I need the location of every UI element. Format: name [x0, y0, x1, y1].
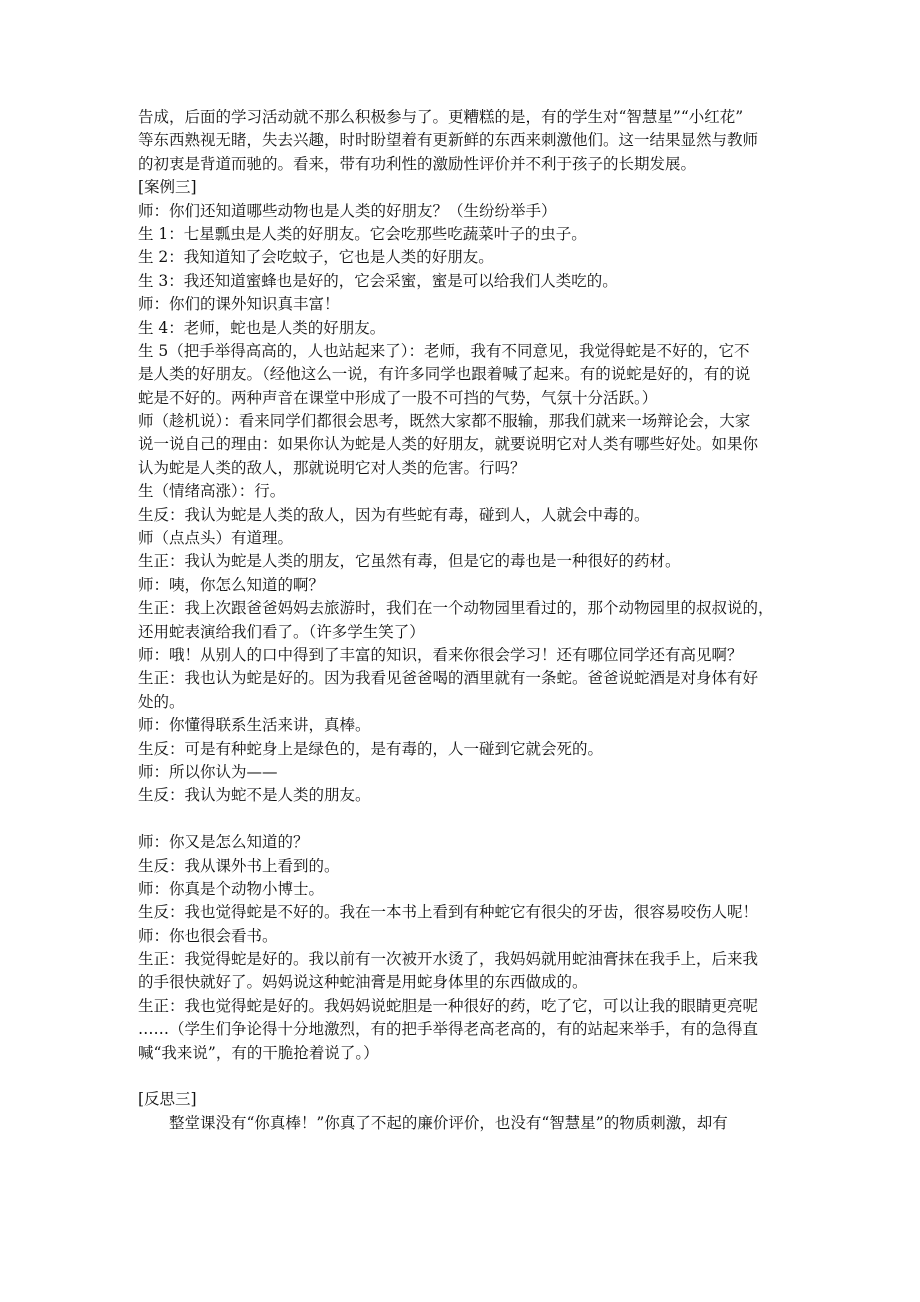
text-line: 处的。: [138, 692, 185, 711]
text-line: 生（情绪高涨）：行。: [138, 482, 286, 501]
text-line: 生 5（把手举得高高的，人也站起来了）：老师，我有不同意见，我觉得蛇是不好的，它不: [138, 341, 750, 360]
text-line: 师：所以你认为——: [138, 762, 278, 781]
text-line: 师：你懂得联系生活来讲，真棒。: [138, 716, 371, 735]
text-line: 生 2：我知道知了会吃蚊子，它也是人类的好朋友。: [138, 248, 494, 267]
text-line: 师：咦，你怎么知道的啊？: [138, 575, 325, 594]
text-line: 说一说自己的理由：如果你认为蛇是人类的好朋友，就要说明它对人类有哪些好处。如果你: [138, 435, 759, 454]
text-line: 师：你们的课外知识真丰富！: [138, 295, 340, 314]
text-line: 生正：我认为蛇是人类的朋友，它虽然有毒，但是它的毒也是一种很好的药材。: [138, 552, 681, 571]
text-line: 生 3：我还知道蜜蜂也是好的，它会采蜜，蜜是可以给我们人类吃的。: [138, 271, 618, 290]
text-line: 生正：我觉得蛇是好的。我以前有一次被开水烫了，我妈妈就用蛇油膏抹在我手上，后来我: [138, 950, 759, 969]
text-line: 师（趁机说）：看来同学们都很会思考，既然大家都不服输，那我们就来一场辩论会，大家: [138, 412, 751, 431]
text-line: 整堂课没有“你真棒！”你真了不起的廉价评价，也没有“智慧星”的物质刺激，却有: [169, 1113, 728, 1132]
text-line: 等东西熟视无睹，失去兴趣，时时盼望着有更新鲜的东西来刺激他们。这一结果显然与教师: [138, 131, 759, 150]
text-line: 是人类的好朋友。（经他这么一说，有许多同学也跟着喊了起来。有的说蛇是好的，有的说: [138, 365, 751, 384]
text-line: 师：你真是个动物小博士。: [138, 879, 325, 898]
text-line: 蛇是不好的。两种声音在课堂中形成了一股不可挡的气势，气氛十分活跃。）: [138, 388, 658, 407]
blank-line: [138, 808, 786, 831]
text-line: 的初衷是背道而驰的。看来，带有功利性的激励性评价并不利于孩子的长期发展。: [138, 154, 697, 173]
text-line: 师：哦！从别人的口中得到了丰富的知识，看来你很会学习！还有哪位同学还有高见啊？: [138, 645, 743, 664]
text-line: 的手很快就好了。妈妈说这种蛇油膏是用蛇身体里的东西做成的。: [138, 973, 588, 992]
blank-line: [138, 1065, 786, 1088]
text-line: 生反：我认为蛇不是人类的朋友。: [138, 786, 371, 805]
text-line: 师（点点头）有道理。: [138, 529, 294, 548]
text-line: 告成，后面的学习活动就不那么积极参与了。更糟糕的是，有的学生对“智慧星”“小红花”: [138, 108, 744, 126]
text-line: 喊“我来说”，有的干脆抢着说了。）: [138, 1043, 379, 1062]
section-heading: [反思三]: [138, 1090, 197, 1109]
text-line: ……（学生们争论得十分地激烈，有的把手举得老高老高的，有的站起来举手，有的急得直: [138, 1020, 759, 1039]
text-line: 生反：我认为蛇是人类的敌人，因为有些蛇有毒，碰到人，人就会中毒的。: [138, 505, 650, 524]
text-line: 生反：我也觉得蛇是不好的。我在一本书上看到有种蛇它有很尖的牙齿，很容易咬伤人呢！: [138, 903, 759, 922]
text-line: 生 4：老师，蛇也是人类的好朋友。: [138, 318, 386, 337]
text-line: 生正：我上次跟爸爸妈妈去旅游时，我们在一个动物园里看过的，那个动物园里的叔叔说的，: [138, 599, 774, 618]
text-line: 生正：我也觉得蛇是好的。我妈妈说蛇胆是一种很好的药，吃了它，可以让我的眼睛更亮呢: [138, 996, 759, 1015]
text-line: 生反：可是有种蛇身上是绿色的，是有毒的，人一碰到它就会死的。: [138, 739, 604, 758]
text-line: 生反：我从课外书上看到的。: [138, 856, 340, 875]
section-heading: [案例三]: [138, 178, 197, 197]
text-line: 师：你们还知道哪些动物也是人类的好朋友？（生纷纷举手）: [138, 201, 557, 220]
text-line: 认为蛇是人类的敌人，那就说明它对人类的危害。行吗？: [138, 458, 526, 477]
document-body: [138, 106, 786, 1135]
text-line: 还用蛇表演给我们看了。（许多学生笑了）: [138, 622, 425, 641]
text-line: 生正：我也认为蛇是好的。因为我看见爸爸喝的酒里就有一条蛇。爸爸说蛇酒是对身体有好: [138, 669, 759, 688]
text-line: 师：你又是怎么知道的？: [138, 833, 309, 852]
text-line: 师：你也很会看书。: [138, 926, 278, 945]
text-line: 生 1：七星瓢虫是人类的好朋友。它会吃那些吃蔬菜叶子的虫子。: [138, 224, 587, 243]
